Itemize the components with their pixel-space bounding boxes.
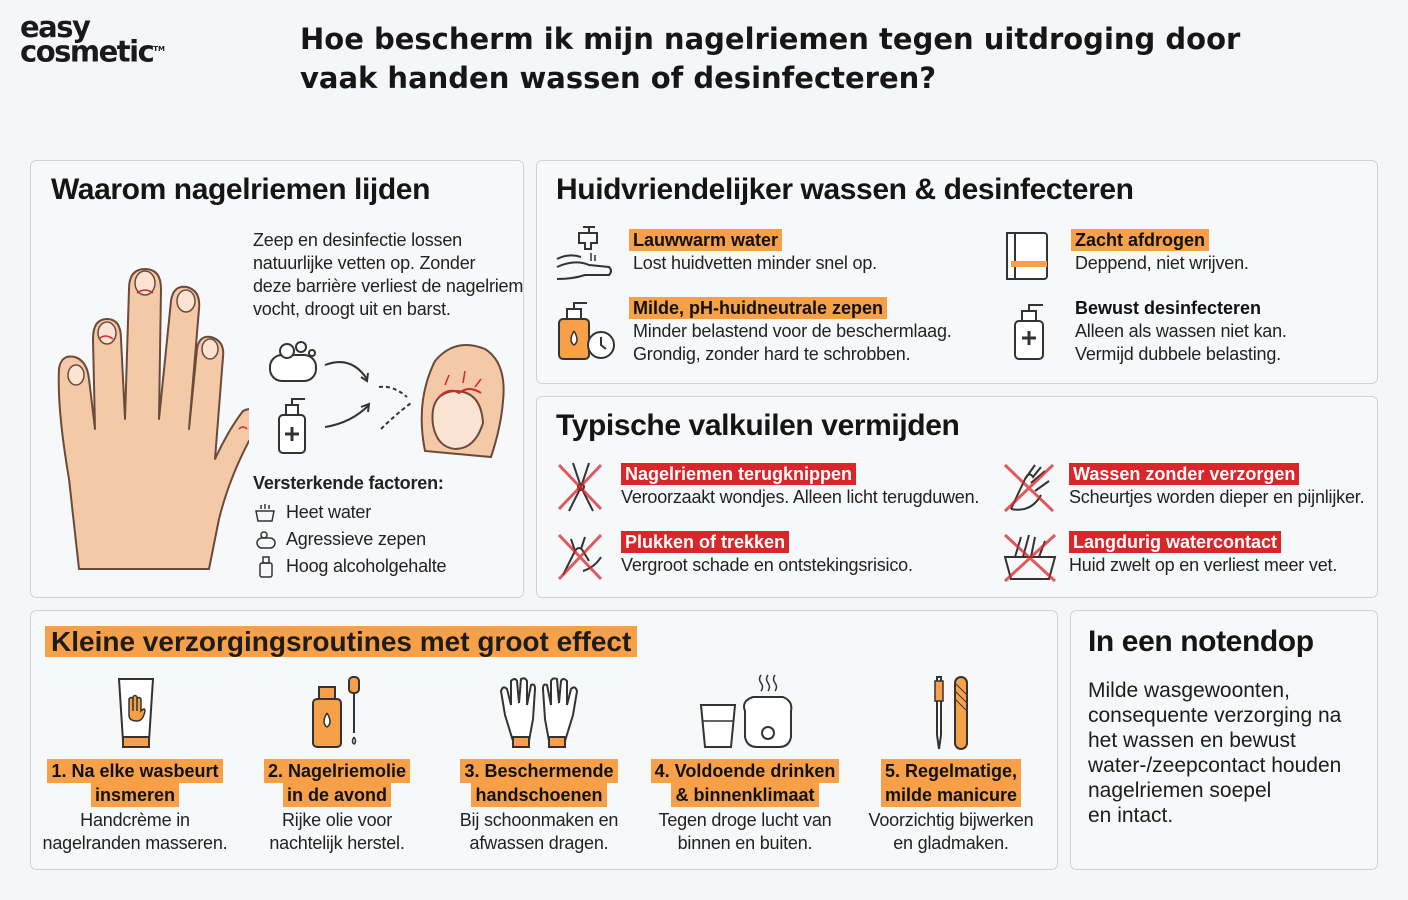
factor-2: Agressieve zepen [286,529,426,549]
cuticle-nipper-crossed-icon [555,459,605,515]
wash-desc-3a: Minder belastend voor de beschermlaag. [633,321,952,341]
summary-line-5: nagelriemen soepel [1088,779,1272,802]
factors-heading: Versterkende factoren: [253,473,444,493]
pitfall-tag-2: Wassen zonder verzorgen [1069,463,1299,485]
routine-3-desc-b: afwassen dragen. [469,833,609,853]
why-intro-2: natuurlijke vetten op. Zonder [253,253,476,273]
summary-line-4: water-/zeepcontact houden [1088,754,1342,777]
routine-3-title-a: 3. Beschermende [460,759,617,783]
hot-water-icon [253,503,277,523]
pitfall-tag-4: Langdurig watercontact [1069,531,1281,553]
routine-2-title-b: in de avond [283,783,391,807]
routine-3-title-b: handschoenen [471,783,606,807]
disinfect-bottle-icon [1011,301,1051,363]
summary-line-6: en intact. [1088,804,1174,827]
pitfall-desc-4: Huid zwelt op en verliest meer vet. [1069,555,1338,575]
page-title: Hoe bescherm ik mijn nagelriemen tegen uitdroging door vaak handen wassen of desinfecteren? [300,22,1241,95]
towel-icon [1003,229,1055,281]
summary-line-1: Milde wasgewoonten, [1088,679,1290,702]
summary-line-2: consequente verzorging na [1088,704,1342,727]
routine-4-desc-b: binnen en buiten. [677,833,813,853]
summary-line-3: het wassen en bewust [1088,729,1296,752]
water-humidifier-icon [697,671,797,751]
routine-5-desc-b: en gladmaken. [893,833,1009,853]
hand-cream-icon [115,675,157,751]
routine-1-desc-b: nagelranden masseren. [42,833,228,853]
soaking-crossed-icon [1001,531,1059,583]
pitfall-desc-2: Scheurtjes worden dieper en pijnlijker. [1069,487,1365,507]
arrows-icon [321,357,421,437]
gloves-icon [497,675,581,751]
routine-3-desc-a: Bij schoonmaken en [459,810,619,830]
routine-1-title-b: insmeren [91,783,179,807]
ph-soap-icon [555,301,617,363]
hand-illustration [49,229,249,579]
why-intro-1: Zeep en desinfectie lossen [253,230,462,250]
why-panel [30,160,524,598]
wash-desc-3b: Grondig, zonder hard te schrobben. [633,344,911,364]
wash-tag-2: Zacht afdrogen [1071,229,1209,251]
routine-5-desc-a: Voorzichtig bijwerken [868,810,1034,830]
alcohol-bottle-icon [258,555,274,579]
wash-panel [536,160,1378,384]
routine-4-title-b: & binnenklimaat [671,783,818,807]
routine-5-title-b: milde manicure [881,783,1021,807]
brand-line2: cosmetic [20,34,154,69]
pitfalls-panel [536,396,1378,598]
factor-1: Heet water [286,502,372,522]
routine-2-title-a: 2. Nagelriemolie [264,759,410,783]
damaged-finger-icon [415,341,509,459]
wash-desc-4a: Alleen als wassen niet kan. [1075,321,1287,341]
soap-small-icon [255,530,277,550]
cuticle-oil-icon [309,673,369,751]
pitfall-desc-1: Veroorzaakt wondjes. Alleen licht terugduwen. [621,487,980,507]
why-intro-3: deze barrière verliest de nagelriem [253,276,524,296]
brand-tm: TM [153,45,166,53]
tap-hands-icon [555,223,615,285]
routine-4-desc-a: Tegen droge lucht van [658,810,832,830]
pitfall-desc-3: Vergroot schade en ontstekingsrisico. [621,555,913,575]
routines-panel [30,610,1058,870]
brand-logo[interactable] [20,10,166,69]
wash-desc-1: Lost huidvetten minder snel op. [633,253,877,273]
hands-no-care-crossed-icon [1001,461,1057,515]
routines-heading: Kleine verzorgingsroutines met groot effect [45,626,637,657]
wash-tag-4: Bewust desinfecteren [1075,298,1262,318]
factor-3: Hoog alcoholgehalte [286,556,447,576]
summary-text [1088,678,1368,828]
soap-icon [267,339,323,385]
pitfalls-heading: Typische valkuilen vermijden [556,409,960,442]
wash-tag-3: Milde, pH-huidneutrale zepen [629,297,887,319]
routine-4-title-a: 4. Voldoende drinken [651,759,840,783]
routine-1-desc-a: Handcrème in [80,810,190,830]
wash-heading: Huidvriendelijker wassen & desinfecteren [556,173,1134,206]
why-intro-4: vocht, droogt uit en barst. [253,299,451,319]
wash-desc-4b: Vermijd dubbele belasting. [1075,344,1281,364]
routine-2-desc-a: Rijke olie voor [281,810,393,830]
why-heading: Waarom nagelriemen lijden [51,173,430,206]
summary-heading: In een notendop [1088,625,1314,658]
brand-line1: easy [20,10,90,44]
routine-5-title-a: 5. Regelmatige, [881,759,1021,783]
picking-crossed-icon [555,531,605,583]
nail-tools-icon [927,673,977,753]
pitfall-tag-1: Nagelriemen terugknippen [621,463,856,485]
wash-desc-2: Deppend, niet wrijven. [1075,253,1249,273]
wash-tag-1: Lauwwarm water [629,229,782,251]
sanitizer-icon [275,395,311,455]
routine-2-desc-b: nachtelijk herstel. [269,833,405,853]
pitfall-tag-3: Plukken of trekken [621,531,789,553]
routine-1-title-a: 1. Na elke wasbeurt [47,759,222,783]
